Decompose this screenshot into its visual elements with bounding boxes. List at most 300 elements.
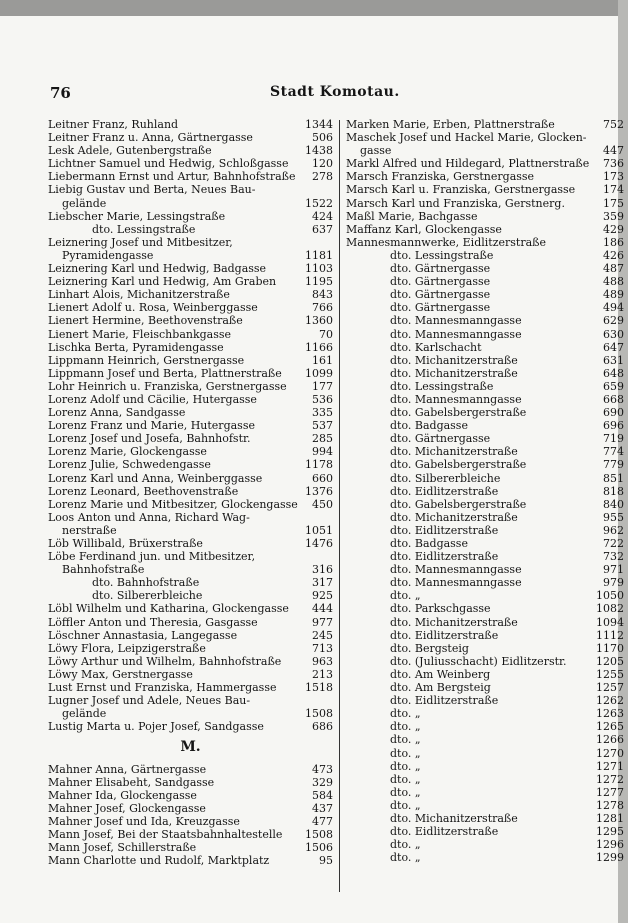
- house-number: 488: [603, 275, 624, 289]
- entry-text: dto. Eidlitzerstraße: [390, 523, 499, 537]
- house-number: 963: [312, 654, 333, 668]
- house-number: 1278: [596, 798, 624, 812]
- entry-text: Mann Josef, Bei der Staatsbahnhaltestelle: [48, 827, 283, 841]
- house-number: 278: [312, 170, 333, 184]
- list-item: [346, 616, 624, 629]
- house-number: 1266: [596, 733, 624, 747]
- list-item: [346, 786, 624, 799]
- house-number: 1265: [596, 720, 624, 734]
- list-item: [48, 445, 333, 458]
- right-column: [346, 118, 624, 864]
- entry-text: Löwy Arthur und Wilhelm, Bahnhofstraße: [48, 654, 282, 668]
- entry-text: Mann Josef, Schillerstraße: [48, 841, 197, 855]
- entry-text: dto. Lessingstraße: [92, 222, 196, 236]
- house-number: 648: [603, 366, 624, 380]
- list-item: [346, 432, 624, 445]
- entry-text: dto. Michanitzerstraße: [390, 366, 518, 380]
- list-item: [346, 825, 624, 838]
- list-item: [48, 789, 333, 802]
- list-item: [346, 445, 624, 458]
- list-item: [48, 367, 333, 380]
- house-number: 537: [312, 419, 333, 433]
- house-number: 186: [603, 235, 624, 249]
- list-item: [48, 563, 333, 576]
- house-number: 719: [603, 432, 624, 446]
- entry-text: nerstraße: [62, 523, 117, 537]
- list-item: [346, 799, 624, 812]
- entry-text: Lorenz Franz und Marie, Hutergasse: [48, 419, 255, 433]
- house-number: 1082: [596, 602, 624, 616]
- house-number: 686: [312, 720, 333, 734]
- list-item: [346, 851, 624, 864]
- entry-text: Lesk Adele, Gutenbergstraße: [48, 144, 212, 158]
- list-item: [346, 485, 624, 498]
- list-item: [48, 210, 333, 223]
- house-number: 1277: [596, 785, 624, 799]
- house-number: 450: [312, 497, 333, 511]
- entry-text: dto. Gärtnergasse: [390, 288, 491, 302]
- entry-text: Lichtner Samuel und Hedwig, Schloßgasse: [48, 157, 289, 171]
- house-number: 1257: [596, 681, 624, 695]
- list-item: [346, 275, 624, 288]
- entry-text: Lustig Marta u. Pojer Josef, Sandgasse: [48, 720, 264, 734]
- entry-text: Lienert Hermine, Beethovenstraße: [48, 314, 243, 328]
- house-number: 1476: [305, 537, 333, 550]
- entry-text: Mahner Josef und Ida, Kreuzgasse: [48, 814, 240, 828]
- list-item: [346, 223, 624, 236]
- entry-text: dto. Mannesmanngasse: [390, 576, 522, 590]
- list-item: [346, 747, 624, 760]
- house-number: 426: [603, 248, 624, 262]
- house-number: 95: [319, 854, 333, 868]
- list-item: [48, 550, 333, 563]
- house-number: 629: [603, 314, 624, 328]
- list-item: [346, 314, 624, 327]
- house-number: 1506: [305, 841, 333, 855]
- list-item: [48, 511, 333, 524]
- entry-text: dto. Eidlitzerstraße: [390, 825, 499, 839]
- house-number: 177: [312, 379, 333, 393]
- list-item: [346, 157, 624, 170]
- entry-text: Maschek Josef und Hackel Marie, Glocken-: [346, 131, 587, 145]
- house-number: 647: [603, 340, 624, 354]
- house-number: 584: [312, 788, 333, 802]
- entry-text: Liebig Gustav und Berta, Neues Bau-: [48, 183, 256, 197]
- house-number: 359: [603, 209, 624, 223]
- house-number: 120: [312, 157, 333, 171]
- entry-text: Lorenz Karl und Anna, Weinberggasse: [48, 471, 263, 485]
- entry-text: Löbl Wilhelm und Katharina, Glockengasse: [48, 602, 289, 616]
- house-number: 1299: [596, 851, 624, 865]
- list-item: [346, 563, 624, 576]
- house-number: 1518: [305, 681, 333, 695]
- list-item: [48, 681, 333, 694]
- list-item: [48, 707, 333, 720]
- house-number: 1094: [596, 615, 624, 629]
- house-number: 925: [312, 589, 333, 603]
- house-number: 285: [312, 432, 333, 446]
- entry-text: dto. Badgasse: [390, 419, 468, 433]
- list-item: [48, 118, 333, 131]
- house-number: 994: [312, 445, 333, 459]
- house-number: 843: [312, 288, 333, 302]
- entry-text: dto. „: [390, 707, 421, 721]
- entry-text: Mahner Josef, Glockengasse: [48, 801, 206, 815]
- entry-text: Mahner Ida, Glockengasse: [48, 788, 197, 802]
- list-item: [346, 694, 624, 707]
- house-number: 631: [603, 353, 624, 367]
- list-item: [48, 854, 333, 867]
- list-item: [48, 655, 333, 668]
- entry-text: dto. Mannesmanngasse: [390, 327, 522, 341]
- list-item: [48, 432, 333, 445]
- house-number: 818: [603, 484, 624, 498]
- house-number: 713: [312, 641, 333, 655]
- list-item: [48, 419, 333, 432]
- entry-text: dto. Michanitzerstraße: [390, 811, 518, 825]
- list-item: [48, 328, 333, 341]
- house-number: 1263: [596, 707, 624, 721]
- list-item: [48, 249, 333, 262]
- house-number: 447: [603, 144, 624, 158]
- entry-text: Mahner Anna, Gärtnergasse: [48, 762, 207, 776]
- list-item: [48, 341, 333, 354]
- list-item: [346, 144, 624, 157]
- entry-text: Leitner Franz u. Anna, Gärtnergasse: [48, 131, 253, 145]
- entry-text: Lischka Berta, Pyramidengasse: [48, 340, 224, 354]
- list-item: [346, 629, 624, 642]
- entry-text: dto. Am Bergsteig: [390, 681, 491, 695]
- list-item: [346, 550, 624, 563]
- house-number: 1508: [305, 827, 333, 841]
- house-number: 1050: [596, 589, 624, 603]
- list-item: [346, 367, 624, 380]
- house-number: 1051: [305, 523, 333, 537]
- house-number: 752: [603, 118, 624, 131]
- house-number: 174: [603, 183, 624, 197]
- list-item: [346, 131, 624, 144]
- entry-text: Liebscher Marie, Lessingstraße: [48, 209, 226, 223]
- list-item: [48, 602, 333, 615]
- entry-text: Lust Ernst und Franziska, Hammergasse: [48, 681, 277, 695]
- list-item: [346, 589, 624, 602]
- house-number: 245: [312, 628, 333, 642]
- list-item: [48, 802, 333, 815]
- page-title: Stadt Komotau.: [270, 84, 400, 100]
- entry-text: dto. „: [390, 759, 421, 773]
- list-item: [346, 288, 624, 301]
- house-number: 1272: [596, 772, 624, 786]
- list-item: [346, 249, 624, 262]
- entry-text: Maffanz Karl, Glockengasse: [346, 222, 502, 236]
- list-item: [48, 288, 333, 301]
- section-gap: [48, 755, 333, 763]
- entry-text: Mann Charlotte und Rudolf, Marktplatz: [48, 854, 270, 868]
- house-number: 473: [312, 762, 333, 776]
- entry-text: Bahnhofstraße: [62, 563, 145, 577]
- list-item: [48, 668, 333, 681]
- entry-text: dto. „: [390, 772, 421, 786]
- list-item: [346, 812, 624, 825]
- entry-text: Mannesmannwerke, Eidlitzerstraße: [346, 235, 547, 249]
- entry-text: dto. Gabelsbergerstraße: [390, 406, 527, 420]
- entry-text: dto. „: [390, 798, 421, 812]
- entry-text: Marken Marie, Erben, Plattnerstraße: [346, 118, 555, 131]
- house-number: 637: [312, 222, 333, 236]
- list-item: [346, 197, 624, 210]
- house-number: 536: [312, 392, 333, 406]
- house-number: 489: [603, 288, 624, 302]
- list-item: [346, 118, 624, 131]
- house-number: 161: [312, 353, 333, 367]
- house-number: 840: [603, 497, 624, 511]
- house-number: 173: [603, 170, 624, 184]
- list-item: [346, 236, 624, 249]
- house-number: 722: [603, 537, 624, 550]
- house-number: 690: [603, 406, 624, 420]
- house-number: 477: [312, 814, 333, 828]
- list-item: [48, 472, 333, 485]
- entry-text: Linhart Alois, Michanitzerstraße: [48, 288, 230, 302]
- entry-text: Lugner Josef und Adele, Neues Bau-: [48, 694, 251, 708]
- house-number: 1270: [596, 746, 624, 760]
- entry-text: dto. Eidlitzerstraße: [390, 694, 499, 708]
- list-item: [346, 328, 624, 341]
- entry-text: dto. Karlschacht: [390, 340, 482, 354]
- entry-text: dto. Silbererbleiche: [92, 589, 203, 603]
- list-item: [48, 498, 333, 511]
- list-item: [48, 694, 333, 707]
- entry-text: Marsch Karl u. Franziska, Gerstnergasse: [346, 183, 576, 197]
- entry-text: dto. Gärtnergasse: [390, 432, 491, 446]
- house-number: 1508: [305, 707, 333, 721]
- house-number: 487: [603, 262, 624, 276]
- entry-text: Mahner Elisabeht, Sandgasse: [48, 775, 215, 789]
- list-item: [48, 197, 333, 210]
- house-number: 659: [603, 379, 624, 393]
- entry-text: dto. Lessingstraße: [390, 248, 494, 262]
- entry-text: Lohr Heinrich u. Franziska, Gerstnergasse: [48, 379, 287, 393]
- list-item: [346, 681, 624, 694]
- house-number: 779: [603, 458, 624, 472]
- house-number: 1255: [596, 667, 624, 681]
- house-number: 977: [312, 615, 333, 629]
- entry-text: dto. (Juliusschacht) Eidlitzerstr.: [390, 654, 567, 668]
- entry-text: dto. Michanitzerstraße: [390, 445, 518, 459]
- entry-text: dto. „: [390, 746, 421, 760]
- house-number: 630: [603, 327, 624, 341]
- list-item: [48, 131, 333, 144]
- list-item: [48, 393, 333, 406]
- list-item: [48, 170, 333, 183]
- entry-text: dto. Bahnhofstraße: [92, 576, 200, 590]
- entry-text: dto. Bergsteig: [390, 641, 469, 655]
- house-number: 1166: [305, 340, 333, 354]
- house-number: 1281: [596, 811, 624, 825]
- house-number: 329: [312, 775, 333, 789]
- list-item: [48, 616, 333, 629]
- list-item: [346, 262, 624, 275]
- entry-text: dto. Gabelsbergerstraße: [390, 458, 527, 472]
- list-item: [48, 828, 333, 841]
- list-item: [346, 341, 624, 354]
- entry-text: dto. Mannesmanngasse: [390, 563, 522, 577]
- entry-text: Lorenz Adolf und Cäcilie, Hutergasse: [48, 392, 257, 406]
- page-number: 76: [50, 84, 71, 102]
- entry-text: gelände: [62, 707, 107, 721]
- house-number: 696: [603, 419, 624, 433]
- entry-text: dto. Eidlitzerstraße: [390, 628, 499, 642]
- list-item: [48, 841, 333, 854]
- list-item: [346, 707, 624, 720]
- house-number: 444: [312, 602, 333, 616]
- list-item: [48, 144, 333, 157]
- entry-text: Lippmann Josef und Berta, Plattnerstraße: [48, 366, 282, 380]
- house-number: 213: [312, 667, 333, 681]
- entry-text: dto. Parkschgasse: [390, 602, 491, 616]
- house-number: 1178: [305, 458, 333, 472]
- entry-text: Löschner Annastasia, Langegasse: [48, 628, 238, 642]
- entry-text: gasse: [360, 144, 392, 158]
- house-number: 736: [603, 157, 624, 171]
- entry-text: dto. Eidlitzerstraße: [390, 484, 499, 498]
- house-number: 1271: [596, 759, 624, 773]
- list-item: [346, 524, 624, 537]
- entry-text: dto. „: [390, 733, 421, 747]
- entry-text: Lorenz Josef und Josefa, Bahnhofstr.: [48, 432, 251, 446]
- entry-text: Marsch Franziska, Gerstnergasse: [346, 170, 535, 184]
- entry-text: dto. „: [390, 851, 421, 865]
- entry-text: dto. Mannesmanngasse: [390, 392, 522, 406]
- house-number: 1112: [596, 628, 624, 642]
- entry-text: Liebermann Ernst und Artur, Bahnhofstraße: [48, 170, 296, 184]
- entry-text: Marsch Karl und Franziska, Gerstnerg.: [346, 196, 565, 210]
- list-item: [346, 733, 624, 746]
- entry-text: Löffler Anton und Theresia, Gasgasse: [48, 615, 258, 629]
- house-number: 335: [312, 406, 333, 420]
- house-number: 851: [603, 471, 624, 485]
- list-item: [48, 301, 333, 314]
- entry-text: gelände: [62, 196, 107, 210]
- entry-text: dto. Gärtnergasse: [390, 275, 491, 289]
- list-item: [346, 210, 624, 223]
- entry-text: Leiznering Josef und Mitbesitzer,: [48, 235, 233, 249]
- entry-text: Lorenz Anna, Sandgasse: [48, 406, 186, 420]
- entry-text: Pyramidengasse: [62, 248, 154, 262]
- entry-text: dto. Gärtnergasse: [390, 262, 491, 276]
- house-number: 1344: [305, 118, 333, 131]
- list-item: [48, 157, 333, 170]
- list-item: [346, 170, 624, 183]
- house-number: 316: [312, 563, 333, 577]
- entry-text: Markl Alfred und Hildegard, Plattnerstraße: [346, 157, 590, 171]
- list-item: [346, 183, 624, 196]
- list-item: [48, 642, 333, 655]
- list-item: [48, 763, 333, 776]
- house-number: 1522: [305, 196, 333, 210]
- list-item: [48, 589, 333, 602]
- house-number: 70: [319, 327, 333, 341]
- list-item: [346, 393, 624, 406]
- house-number: 1170: [596, 641, 624, 655]
- list-item: [48, 223, 333, 236]
- house-number: 437: [312, 801, 333, 815]
- list-item: [346, 668, 624, 681]
- house-number: 175: [603, 196, 624, 210]
- house-number: 1438: [305, 144, 333, 158]
- list-item: [346, 602, 624, 615]
- list-item: [48, 354, 333, 367]
- house-number: 494: [603, 301, 624, 315]
- entry-text: dto. Mannesmanngasse: [390, 314, 522, 328]
- entry-text: Lorenz Julie, Schwedengasse: [48, 458, 211, 472]
- entry-text: Leiznering Karl und Hedwig, Badgasse: [48, 262, 267, 276]
- house-number: 1296: [596, 838, 624, 852]
- house-number: 1195: [305, 275, 333, 289]
- house-number: 955: [603, 510, 624, 524]
- house-number: 506: [312, 131, 333, 145]
- list-item: [346, 472, 624, 485]
- house-number: 962: [603, 523, 624, 537]
- list-item: [346, 511, 624, 524]
- entry-text: Maßl Marie, Bachgasse: [346, 209, 478, 223]
- house-number: 1262: [596, 694, 624, 708]
- entry-text: Leitner Franz, Ruhland: [48, 118, 179, 131]
- entry-text: dto. Eidlitzerstraße: [390, 550, 499, 564]
- list-item: [346, 760, 624, 773]
- list-item: [346, 773, 624, 786]
- list-item: [48, 776, 333, 789]
- left-column: [48, 118, 333, 867]
- list-item: [346, 642, 624, 655]
- house-number: 1103: [305, 262, 333, 276]
- entry-text: Löbe Ferdinand jun. und Mitbesitzer,: [48, 550, 256, 564]
- entry-text: dto. Michanitzerstraße: [390, 615, 518, 629]
- house-number: 429: [603, 222, 624, 236]
- list-item: [346, 419, 624, 432]
- entry-text: Loos Anton und Anna, Richard Wag-: [48, 510, 250, 524]
- list-item: [346, 380, 624, 393]
- house-number: 1360: [305, 314, 333, 328]
- house-number: 971: [603, 563, 624, 577]
- entry-text: Lippmann Heinrich, Gerstnergasse: [48, 353, 245, 367]
- house-number: 732: [603, 550, 624, 564]
- house-number: 424: [312, 209, 333, 223]
- entry-text: Löb Willibald, Brüxerstraße: [48, 537, 203, 550]
- list-item: [346, 576, 624, 589]
- list-item: [48, 406, 333, 419]
- house-number: 766: [312, 301, 333, 315]
- list-item: [48, 629, 333, 642]
- entry-text: dto. „: [390, 720, 421, 734]
- list-item: [48, 183, 333, 196]
- entry-text: Lienert Marie, Fleischbankgasse: [48, 327, 232, 341]
- entry-text: dto. „: [390, 589, 421, 603]
- list-item: [346, 354, 624, 367]
- entry-text: Löwy Max, Gerstnergasse: [48, 667, 193, 681]
- list-item: [346, 537, 624, 550]
- house-number: 979: [603, 576, 624, 590]
- entry-text: dto. Badgasse: [390, 537, 468, 550]
- list-item: [346, 301, 624, 314]
- entry-text: dto. „: [390, 785, 421, 799]
- list-item: [48, 262, 333, 275]
- house-number: 1099: [305, 366, 333, 380]
- entry-text: dto. Lessingstraße: [390, 379, 494, 393]
- scan-edge-top: [0, 0, 628, 16]
- list-item: [48, 236, 333, 249]
- house-number: 317: [312, 576, 333, 590]
